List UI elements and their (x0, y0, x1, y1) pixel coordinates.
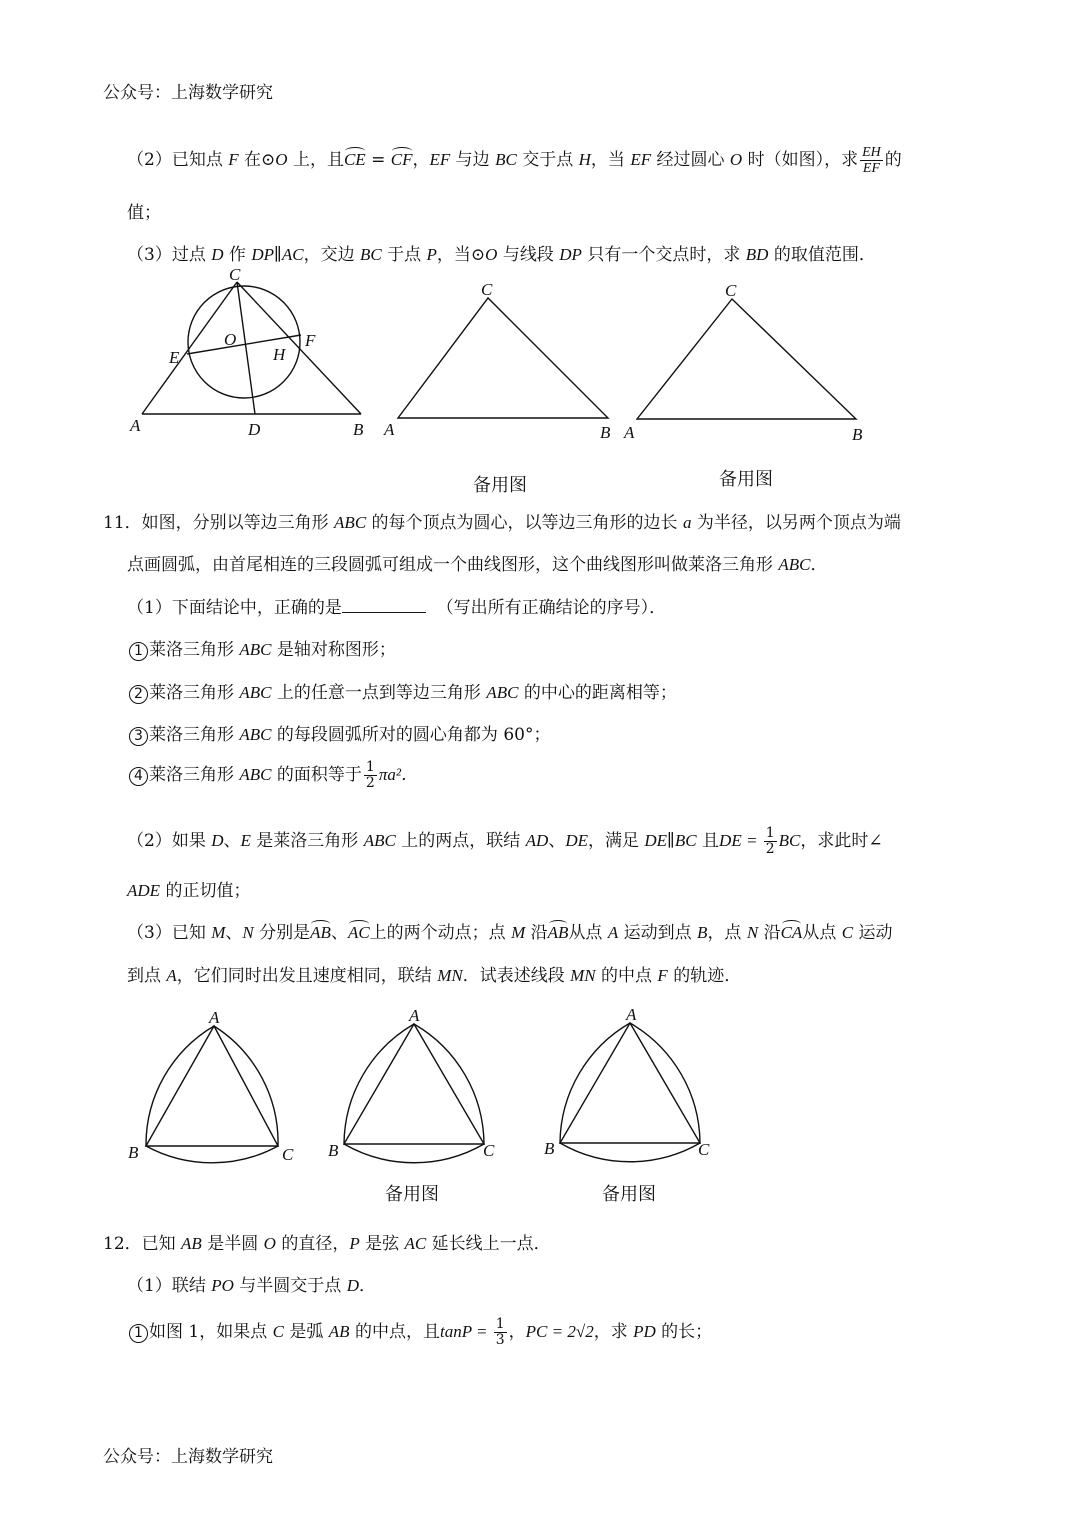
text: 为半径，以另两个顶点为端 (691, 513, 901, 533)
label-c: C (698, 1140, 710, 1159)
var: ABC (239, 683, 272, 702)
text: = (365, 150, 391, 170)
text: 的中点，且 (349, 1322, 440, 1342)
text: 莱洛三角形 (149, 725, 240, 745)
var: AB (181, 1234, 202, 1253)
label-c: C (282, 1145, 294, 1164)
var: D (211, 245, 224, 264)
triangle-abc (344, 1024, 484, 1144)
var: C (272, 1322, 284, 1341)
q11-conclusion-1 (129, 635, 396, 661)
q11-conclusion-4 (129, 760, 418, 791)
fraction-one-third (494, 1317, 507, 1348)
var: DP∥AC (251, 245, 304, 264)
var: P (349, 1234, 360, 1253)
text: 是莱洛三角形 (250, 831, 364, 851)
var: N (746, 923, 759, 942)
var: a (682, 513, 692, 532)
var: ABC (363, 831, 396, 850)
label-f: F (305, 331, 316, 350)
text: 的轨迹． (667, 966, 742, 986)
var: BC (778, 831, 801, 850)
text: 莱洛三角形 (149, 640, 240, 660)
text: 的中点 (595, 966, 658, 986)
text: （3）过点 (127, 245, 212, 265)
var: AC (404, 1234, 427, 1253)
text: （1）下面结论中，正确的是 (127, 598, 342, 618)
text: ，点 (707, 923, 747, 943)
var: A (166, 966, 177, 985)
text: 与半圆交于点 (233, 1276, 347, 1296)
arc-ce: CE (343, 150, 366, 169)
var: BC (495, 150, 517, 169)
var: F (228, 150, 239, 169)
var: M (211, 923, 226, 942)
fraction-half (764, 826, 777, 857)
text: 的取值范围． (768, 245, 876, 265)
var: BC (359, 245, 382, 264)
text: 的每段圆弧所对的圆心角都为 60°； (271, 725, 551, 745)
q10-figure-spare-1 (383, 280, 611, 442)
text: 的中心的距离相等； (518, 683, 677, 703)
q11-figure-main (128, 1008, 294, 1164)
text: 莱洛三角形 (149, 765, 240, 785)
arc-ca: CA (780, 923, 803, 942)
formula: πa²． (378, 765, 418, 784)
var: DE (565, 831, 588, 850)
reuleaux-triangle (344, 1024, 484, 1163)
text: ， (508, 1322, 526, 1342)
arc-ab: AB (310, 923, 331, 942)
var: DP (559, 245, 582, 264)
text: 的每个顶点为圆心，以等边三角形的边长 (366, 513, 683, 533)
label-h: H (273, 345, 286, 364)
q11-figure-spare-1 (328, 1006, 495, 1163)
q11-part3-line1 (127, 918, 892, 943)
var: D (211, 831, 224, 850)
label-e: E (169, 348, 180, 367)
frac-num: 1 (495, 1316, 505, 1332)
text: 且 (696, 831, 720, 851)
text: ， (412, 150, 430, 170)
label-b: B (353, 420, 364, 439)
var: ABC (334, 513, 367, 532)
var: ABC (239, 765, 272, 784)
label-c: C (725, 281, 737, 300)
var: ABC (239, 725, 272, 744)
text: 如图 1，如果点 (149, 1322, 273, 1342)
var: BD (745, 245, 769, 264)
text: 交于点 (516, 150, 579, 170)
label-a: A (130, 416, 141, 435)
var: EF (630, 150, 652, 169)
q11-part1 (127, 593, 666, 618)
q11-part2-line2 (127, 876, 250, 901)
text: 从点 (568, 923, 608, 943)
var: M (511, 923, 526, 942)
text: （3）已知 (127, 923, 212, 943)
text: 于点 (381, 245, 427, 265)
text: 上，且 (287, 150, 344, 170)
text: 从点 (802, 923, 842, 943)
var: H (578, 150, 591, 169)
text: （1）联结 (127, 1276, 212, 1296)
text: ，交边 (303, 245, 360, 265)
text: 上的任意一点到等边三角形 (271, 683, 487, 703)
text: ，满足 (587, 831, 645, 851)
var: F (657, 966, 668, 985)
text: 、 (548, 831, 566, 851)
text: ，求 (593, 1322, 634, 1342)
q10-caption-2: 备用图 (719, 469, 773, 490)
var: N (242, 923, 254, 942)
text: 上的两点，联结 (395, 831, 526, 851)
var: P (426, 245, 437, 264)
text: 点画圆弧，由首尾相连的三段圆弧可组成一个曲线图形，这个曲线图形叫做莱洛三角形 (127, 555, 779, 575)
q11-figures (120, 1000, 740, 1175)
text: 的直径， (275, 1234, 350, 1254)
label-c: C (481, 280, 493, 299)
var: O (485, 245, 498, 264)
circled-number: 2 (129, 685, 148, 704)
text: （2）如果 (127, 831, 212, 851)
text: 延长线上一点． (426, 1234, 551, 1254)
text: 沿 (758, 923, 781, 943)
text: 作 (223, 245, 252, 265)
text: 到点 (127, 966, 167, 986)
text: 12．已知 (103, 1234, 182, 1254)
text: ． (359, 1276, 376, 1296)
text: （2）已知点 (127, 150, 229, 170)
var: A (607, 923, 619, 942)
triangle-abc (637, 299, 856, 419)
var: O (275, 150, 288, 169)
q11-conclusion-2 (129, 678, 677, 704)
q10-part3 (127, 240, 876, 265)
label-b: B (544, 1139, 555, 1158)
circled-number: 1 (129, 1324, 148, 1343)
var: MN (437, 966, 463, 985)
text: 运动 (853, 923, 893, 943)
var: PD (633, 1322, 656, 1341)
var: EF (429, 150, 451, 169)
label-b: B (328, 1141, 339, 1160)
var: B (697, 923, 708, 942)
text: 运动到点 (618, 923, 698, 943)
q11-caption-2: 备用图 (602, 1184, 656, 1205)
frac-num: 1 (765, 825, 775, 841)
q10-part2-line2: 值； (127, 203, 161, 223)
answer-blank[interactable] (342, 596, 426, 613)
label-b: B (852, 425, 863, 444)
triangle-abc (560, 1023, 700, 1143)
q12-part1 (127, 1271, 376, 1296)
footer-text: 公众号：上海数学研究 (103, 1447, 273, 1467)
label-a: A (409, 1006, 420, 1025)
triangle-abc (146, 1026, 278, 1146)
var: DE∥BC (644, 831, 697, 850)
circle-o (188, 286, 300, 398)
q11-part2-line1 (127, 826, 883, 857)
var: AD (525, 831, 549, 850)
label-b: B (128, 1143, 139, 1162)
text: 是弦 (359, 1234, 405, 1254)
var: E (240, 831, 251, 850)
segment-cd (237, 282, 255, 414)
label-a: A (384, 420, 395, 439)
text: 在⊙ (238, 150, 276, 170)
formula: PC = 2√2 (525, 1322, 594, 1341)
text: 的正切值； (160, 881, 251, 901)
label-c: C (229, 268, 241, 284)
label-d: D (248, 420, 261, 439)
q10-figure-main (129, 268, 364, 439)
frac-num: 1 (365, 759, 375, 775)
frac-den: EF (862, 161, 880, 176)
text: 与边 (450, 150, 496, 170)
circled-number: 3 (129, 727, 148, 746)
reuleaux-triangle (146, 1026, 278, 1163)
text: 经过圆心 (651, 150, 730, 170)
fraction-half (364, 760, 377, 791)
q11-line1 (103, 508, 901, 533)
frac-den: 2 (365, 775, 375, 791)
triangle-abc (398, 298, 608, 418)
q11-line2 (127, 550, 828, 575)
text: 的 (884, 150, 902, 170)
q10-caption-1: 备用图 (473, 475, 527, 496)
label-b: B (600, 423, 611, 442)
formula: tanP = (439, 1322, 492, 1341)
var: ADE (127, 881, 161, 900)
q11-part3-line2 (127, 961, 741, 986)
var: C (841, 923, 854, 942)
text: 只有一个交点时，求 (581, 245, 746, 265)
q10-figures (120, 268, 880, 498)
var: MN (570, 966, 596, 985)
text: 、 (330, 923, 348, 943)
var: D (346, 1276, 359, 1295)
var: ABC (239, 640, 272, 659)
text: ，当⊙ (436, 245, 486, 265)
text: 时（如图），求 (742, 150, 859, 170)
var: O (729, 150, 743, 169)
label-o: O (224, 330, 237, 349)
q11-figure-spare-2 (544, 1005, 710, 1162)
text: 与线段 (497, 245, 560, 265)
label-c: C (483, 1141, 495, 1160)
q12-line1 (103, 1229, 551, 1254)
label-a: A (626, 1005, 637, 1024)
text: 的面积等于 (271, 765, 362, 785)
frac-num: EH (862, 145, 881, 160)
text: 是轴对称图形； (271, 640, 396, 660)
var: PO (211, 1276, 234, 1295)
var: O (263, 1234, 276, 1253)
q11-caption-1: 备用图 (385, 1184, 439, 1205)
circled-number: 4 (129, 767, 148, 786)
frac-den: 3 (495, 1332, 505, 1348)
text: 莱洛三角形 (149, 683, 240, 703)
text: 、 (223, 831, 241, 851)
text: （写出所有正确结论的序号）． (436, 598, 667, 618)
text: ，求此时∠ (800, 831, 883, 851)
text: ，当 (590, 150, 631, 170)
arc-ab: AB (547, 923, 569, 942)
text: 上的两个动点；点 (369, 923, 512, 943)
frac-den: 2 (765, 841, 775, 857)
text: ． (810, 555, 828, 575)
text: ，它们同时出发且速度相同，联结 (176, 966, 438, 986)
text: 沿 (525, 923, 548, 943)
q12-case-1 (129, 1317, 712, 1348)
header-text: 公众号：上海数学研究 (103, 83, 273, 103)
q10-part2-line1 (127, 145, 902, 176)
var: ABC (486, 683, 519, 702)
reuleaux-triangle (560, 1023, 700, 1162)
arc-cf: CF (390, 150, 413, 169)
q10-figure-spare-2 (623, 281, 863, 444)
var: ABC (778, 555, 811, 574)
arc-ac: AC (347, 923, 370, 942)
var: AB (328, 1322, 350, 1341)
fraction-eh-ef (860, 145, 883, 176)
text: 分别是 (253, 923, 311, 943)
formula: DE = (719, 831, 762, 850)
text: 、 (225, 923, 243, 943)
q11-conclusion-3 (129, 720, 550, 746)
circled-number: 1 (129, 642, 148, 661)
label-a: A (209, 1008, 220, 1027)
text: 是半圆 (201, 1234, 264, 1254)
label-a: A (624, 423, 635, 442)
text: 是弧 (283, 1322, 329, 1342)
text: 11．如图，分别以等边三角形 (103, 513, 335, 533)
text: ．试表述线段 (462, 966, 571, 986)
text: 的长； (655, 1322, 713, 1342)
